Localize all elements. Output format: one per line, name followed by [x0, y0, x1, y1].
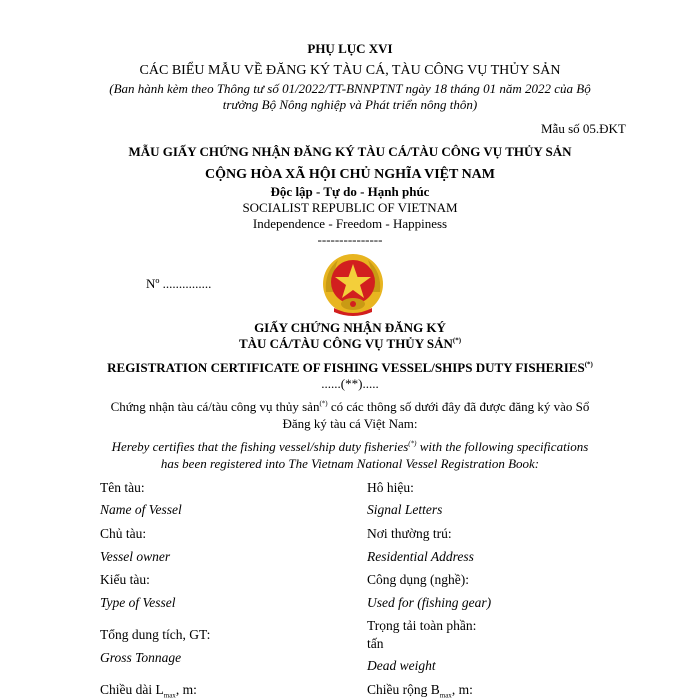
deadweight-label-line1: Trọng tải toàn phần: — [367, 618, 477, 633]
nation-motto-vi: Độc lập - Tự do - Hạnh phúc — [270, 184, 430, 199]
document-title: CÁC BIỂU MẪU VỀ ĐĂNG KÝ TÀU CÁ, TÀU CÔNG VỤ THỦY SẢN — [139, 63, 561, 78]
body-text-vi-line1 — [0, 399, 700, 415]
width-label-text: Chiều rộng B — [367, 682, 440, 697]
certificate-title-vi-line2 — [0, 336, 700, 352]
length-label-text: Chiều dài L — [100, 682, 164, 697]
body-text-en-part1: Hereby certifies that the fishing vessel/ship duty fisheries — [111, 439, 409, 454]
signal-letters-label-en: Signal Letters — [367, 502, 443, 517]
gross-tonnage-label-en: Gross Tonnage — [100, 650, 182, 665]
owner-label: Chủ tàu: — [100, 526, 147, 541]
body-text-en-line1 — [0, 439, 700, 455]
footnote-marker: (*) — [452, 336, 462, 345]
body-text-en-part2: with the following specifications — [416, 439, 589, 454]
certificate-serial: ......(**)..... — [321, 376, 379, 391]
certificate-title-vi-text: TÀU CÁ/TÀU CÔNG VỤ THỦY SẢN — [238, 336, 453, 351]
residence-label: Nơi thường trú: — [367, 526, 452, 541]
certificate-title-en — [0, 360, 700, 376]
vessel-type-label: Kiểu tàu: — [100, 572, 150, 587]
body-text-vi-part2: có các thông số dưới đây đã được đăng ký vào Sổ — [327, 399, 590, 414]
body-text-vi-line2: Đăng ký tàu cá Việt Nam: — [282, 416, 418, 431]
deadweight-label-line2: tấn — [367, 636, 384, 651]
length-subscript: max — [163, 691, 176, 700]
usage-label: Công dụng (nghề): — [367, 572, 469, 587]
nation-name-en: SOCIALIST REPUBLIC OF VIETNAM — [242, 200, 458, 215]
issuance-note-line2: trưởng Bộ Nông nghiệp và Phát triển nông thôn) — [222, 97, 478, 112]
certificate-title-en-text: REGISTRATION CERTIFICATE OF FISHING VESSEL/SHIPS DUTY FISHERIES — [107, 360, 585, 375]
residence-label-en: Residential Address — [367, 549, 474, 564]
footnote-marker: (*) — [584, 360, 593, 369]
certificate-title-vi-line1: GIẤY CHỨNG NHẬN ĐĂNG KÝ — [254, 320, 446, 335]
usage-label-en: Used for (fishing gear) — [367, 595, 492, 610]
gross-tonnage-label: Tổng dung tích, GT: — [100, 627, 211, 642]
footnote-marker: (*) — [319, 399, 328, 408]
body-text-vi-part1: Chứng nhận tàu cá/tàu công vụ thủy sản — [110, 399, 320, 414]
footnote-marker: (*) — [408, 439, 417, 448]
vessel-type-label-en: Type of Vessel — [100, 595, 176, 610]
form-number: Mẫu số 05.ĐKT — [541, 121, 626, 136]
appendix-title: PHỤ LỤC XVI — [307, 41, 393, 56]
owner-label-en: Vessel owner — [100, 549, 171, 564]
width-unit: , m: — [451, 682, 473, 697]
certificate-number: Nº ............... — [146, 276, 212, 291]
vessel-name-label-en: Name of Vessel — [100, 502, 182, 517]
width-label — [367, 682, 473, 700]
issuance-note-line1: (Ban hành kèm theo Thông tư số 01/2022/TT-BNNPTNT ngày 18 tháng 01 năm 2022 của Bộ — [109, 81, 591, 96]
vessel-name-label: Tên tàu: — [100, 480, 145, 495]
vietnam-national-emblem-icon — [318, 252, 388, 316]
length-label — [100, 682, 197, 700]
deadweight-label-en: Dead weight — [367, 658, 436, 673]
body-text-en-line2: has been registered into The Vietnam National Vessel Registration Book: — [160, 456, 540, 471]
form-title: MẪU GIẤY CHỨNG NHẬN ĐĂNG KÝ TÀU CÁ/TÀU CÔNG VỤ THỦY SẢN — [128, 144, 572, 159]
length-unit: , m: — [175, 682, 197, 697]
signal-letters-label: Hô hiệu: — [367, 480, 414, 495]
nation-motto-en: Independence - Freedom - Happiness — [252, 216, 448, 231]
nation-name-vi: CỘNG HÒA XÃ HỘI CHỦ NGHĨA VIỆT NAM — [204, 167, 495, 182]
divider: --------------- — [317, 232, 383, 247]
width-subscript: max — [439, 691, 452, 700]
